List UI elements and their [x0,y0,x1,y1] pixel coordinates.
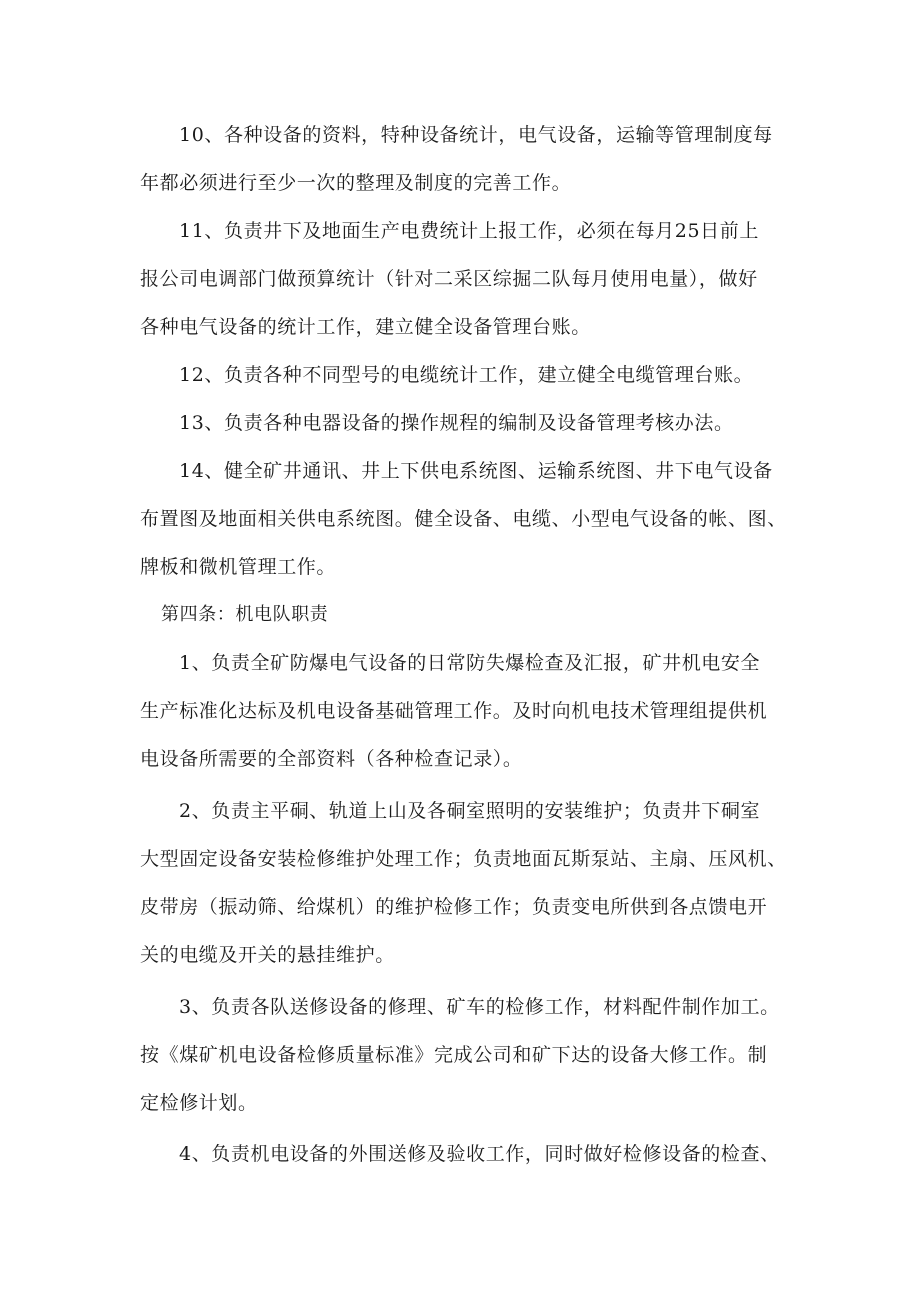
text-line: 3、负责各队送修设备的修理、矿车的检修工作，材料配件制作加工。 [179,996,780,1018]
text-line: 1、负责全矿防爆电气设备的日常防失爆检查及汇报，矿井机电安全 [179,652,761,674]
text-line: 按《煤矿机电设备检修质量标准》完成公司和矿下达的设备大修工作。制 [140,1044,768,1066]
text-line: 关的电缆及开关的悬挂维护。 [140,944,395,966]
text-line: 13、负责各种电器设备的操作规程的编制及设备管理考核办法。 [179,412,734,434]
text-line: 报公司电调部门做预算统计（针对二采区综掘二队每月使用电量），做好 [140,268,758,290]
text-line: 布置图及地面相关供电系统图。健全设备、电缆、小型电气设备的帐、图、 [140,508,787,530]
section-heading: 第四条：机电队职责 [161,604,329,625]
text-line: 11、负责井下及地面生产电费统计上报工作，必须在每月25日前上 [179,220,759,242]
text-line: 年都必须进行至少一次的整理及制度的完善工作。 [140,172,572,194]
text-line: 定检修计划。 [140,1092,258,1114]
text-line: 牌板和微机管理工作。 [140,556,337,578]
text-line: 皮带房（振动筛、给煤机）的维护检修工作；负责变电所供到各点馈电开 [140,896,768,918]
text-line: 12、负责各种不同型号的电缆统计工作，建立健全电缆管理台账。 [179,364,754,386]
text-line: 大型固定设备安装检修维护处理工作；负责地面瓦斯泵站、主扇、压风机、 [140,848,787,870]
text-line: 4、负责机电设备的外围送修及验收工作，同时做好检修设备的检查、 [179,1143,780,1165]
text-line: 电设备所需要的全部资料（各种检查记录）。 [140,748,523,770]
text-line: 生产标准化达标及机电设备基础管理工作。及时向机电技术管理组提供机 [140,700,768,722]
text-line: 14、健全矿井通讯、井上下供电系统图、运输系统图、井下电气设备 [179,460,773,482]
text-line: 2、负责主平硐、轨道上山及各硐室照明的安装维护；负责井下硐室 [179,800,761,822]
text-line: 10、各种设备的资料，特种设备统计，电气设备，运输等管理制度每 [179,124,773,146]
text-line: 各种电气设备的统计工作，建立健全设备管理台账。 [140,316,591,338]
